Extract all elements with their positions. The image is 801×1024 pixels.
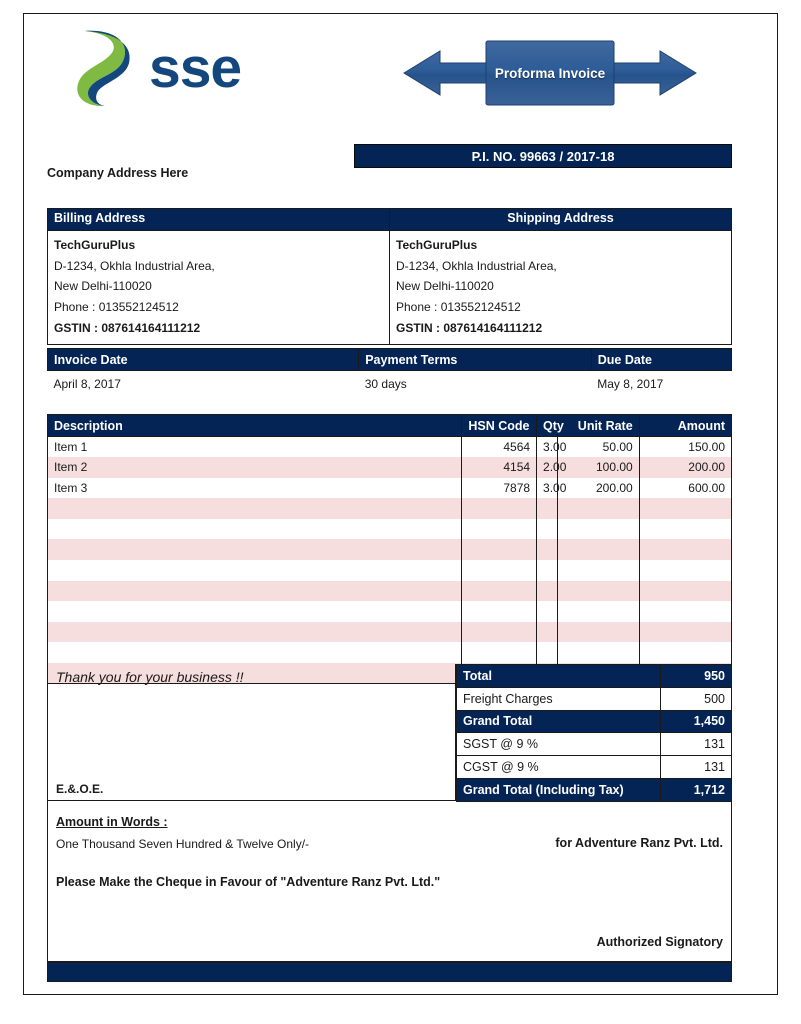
cell-description [48, 498, 462, 519]
cell-description: Item 2 [48, 457, 462, 478]
billing-gstin: GSTIN : 087614164111212 [54, 320, 201, 335]
col-hsn-code: HSN Code [461, 415, 536, 437]
totals-label: Total [457, 665, 661, 688]
notes-box [47, 664, 456, 801]
cell-amount [639, 519, 731, 540]
footer-box [47, 801, 732, 962]
cell-rate [557, 560, 639, 581]
totals-value: 1,450 [660, 710, 732, 733]
cell-description [48, 539, 462, 560]
col-qty: Qty [537, 415, 558, 437]
cell-description [48, 622, 462, 643]
totals-table [456, 664, 732, 802]
cell-rate: 100.00 [557, 457, 639, 478]
shipping-line1: D-1234, Okhla Industrial Area, [396, 258, 557, 273]
totals-row [457, 733, 732, 756]
table-row [48, 642, 732, 663]
cell-amount: 200.00 [639, 457, 731, 478]
col-description: Description [48, 415, 462, 437]
cell-hsn [461, 539, 536, 560]
billing-line1: D-1234, Okhla Industrial Area, [54, 258, 215, 273]
invoice-date-header: Invoice Date [48, 349, 359, 371]
totals-row [457, 710, 732, 733]
table-row [48, 601, 732, 622]
invoice-header [24, 14, 777, 164]
cell-description [48, 519, 462, 540]
cell-amount [639, 498, 731, 519]
cell-amount [639, 539, 731, 560]
totals-label: Grand Total [457, 710, 661, 733]
table-row [48, 519, 732, 540]
totals-row [457, 778, 732, 801]
cell-amount [639, 581, 731, 602]
cell-hsn [461, 622, 536, 643]
payment-terms-header: Payment Terms [359, 349, 592, 371]
cell-hsn: 7878 [461, 478, 536, 499]
due-date-value: May 8, 2017 [597, 376, 664, 391]
cell-rate [557, 622, 639, 643]
cell-hsn [461, 601, 536, 622]
cell-amount: 600.00 [639, 478, 731, 499]
shipping-phone: Phone : 013552124512 [396, 299, 521, 314]
cell-hsn: 4154 [461, 457, 536, 478]
table-row [48, 478, 732, 499]
cell-qty [537, 642, 558, 663]
billing-address-block [48, 231, 390, 345]
cell-rate: 50.00 [557, 437, 639, 458]
items-body [48, 437, 732, 684]
cell-amount [639, 560, 731, 581]
company-address-placeholder: Company Address Here [47, 166, 189, 180]
table-row [48, 498, 732, 519]
table-row [48, 539, 732, 560]
for-company-label: for Adventure Ranz Pvt. Ltd. [555, 836, 723, 850]
cell-hsn [461, 519, 536, 540]
totals-value: 500 [660, 687, 732, 710]
cell-hsn [461, 581, 536, 602]
billing-address-header: Billing Address [48, 209, 390, 231]
cell-qty [537, 601, 558, 622]
cell-qty [537, 539, 558, 560]
totals-body [457, 665, 732, 802]
double-arrow-icon [400, 33, 700, 113]
table-row [48, 622, 732, 643]
totals-label: Grand Total (Including Tax) [457, 778, 661, 801]
cheque-favour-note: Please Make the Cheque in Favour of "Adventure Ranz Pvt. Ltd." [56, 875, 441, 889]
cell-amount [639, 642, 731, 663]
cell-amount [639, 622, 731, 643]
cell-qty: 3.00 [537, 437, 558, 458]
cell-qty [537, 581, 558, 602]
cell-rate [557, 601, 639, 622]
company-logo [71, 27, 241, 109]
cell-amount [639, 601, 731, 622]
dates-header-row [48, 349, 732, 371]
address-header-row [48, 209, 732, 231]
invoice-date-value: April 8, 2017 [53, 376, 121, 391]
table-row [48, 437, 732, 458]
cell-hsn [461, 498, 536, 519]
cell-rate [557, 642, 639, 663]
cell-rate: 200.00 [557, 478, 639, 499]
invoice-page [23, 13, 778, 995]
cell-description [48, 601, 462, 622]
shipping-line2: New Delhi-110020 [396, 279, 494, 294]
items-header-row [48, 415, 732, 437]
amount-in-words-label: Amount in Words : [56, 815, 168, 829]
cell-hsn [461, 642, 536, 663]
billing-name: TechGuruPlus [54, 238, 136, 252]
cell-description [48, 581, 462, 602]
shipping-address-header: Shipping Address [390, 209, 732, 231]
cell-qty [537, 560, 558, 581]
payment-terms-value: 30 days [364, 376, 407, 391]
proforma-invoice-banner [400, 33, 700, 113]
dates-value-row [48, 371, 732, 397]
totals-value: 131 [660, 733, 732, 756]
logo-wordmark: sse [149, 35, 242, 100]
cell-amount: 150.00 [639, 437, 731, 458]
shipping-address-block [390, 231, 732, 345]
cell-rate [557, 498, 639, 519]
col-amount: Amount [639, 415, 731, 437]
table-row [48, 581, 732, 602]
cell-hsn [461, 560, 536, 581]
due-date-header: Due Date [591, 349, 731, 371]
footer-navy-bar [47, 962, 732, 982]
cell-rate [557, 581, 639, 602]
cell-qty [537, 498, 558, 519]
totals-row [457, 756, 732, 779]
amount-in-words-value: One Thousand Seven Hundred & Twelve Only/- [56, 837, 310, 851]
address-table [47, 208, 732, 345]
thank-you-note: Thank you for your business !! [56, 669, 244, 685]
cell-qty: 3.00 [537, 478, 558, 499]
totals-row [457, 665, 732, 688]
billing-line2: New Delhi-110020 [54, 279, 152, 294]
totals-label: SGST @ 9 % [457, 733, 661, 756]
eoe-note: E.&.O.E. [56, 782, 104, 796]
pi-number-bar: P.I. NO. 99663 / 2017-18 [354, 144, 732, 168]
table-row [48, 457, 732, 478]
cell-rate [557, 519, 639, 540]
address-body-row [48, 231, 732, 345]
cell-rate [557, 539, 639, 560]
cell-qty: 2.00 [537, 457, 558, 478]
cell-qty [537, 622, 558, 643]
cell-description: Item 3 [48, 478, 462, 499]
cell-qty [537, 519, 558, 540]
totals-value: 131 [660, 756, 732, 779]
line-items-table [47, 414, 732, 684]
cell-description [48, 560, 462, 581]
sse-swoosh-logo-icon [71, 27, 143, 109]
totals-value: 950 [660, 665, 732, 688]
authorized-signatory-label: Authorized Signatory [596, 935, 723, 949]
shipping-name: TechGuruPlus [396, 238, 478, 252]
dates-table [47, 348, 732, 397]
totals-value: 1,712 [660, 778, 732, 801]
cell-hsn: 4564 [461, 437, 536, 458]
totals-label: CGST @ 9 % [457, 756, 661, 779]
cell-description: Item 1 [48, 437, 462, 458]
shipping-gstin: GSTIN : 087614164111212 [396, 320, 543, 335]
col-unit-rate: Unit Rate [557, 415, 639, 437]
billing-phone: Phone : 013552124512 [54, 299, 179, 314]
totals-row [457, 687, 732, 710]
table-row [48, 560, 732, 581]
cell-description [48, 642, 462, 663]
banner-label: Proforma Invoice [494, 65, 606, 81]
totals-label: Freight Charges [457, 687, 661, 710]
